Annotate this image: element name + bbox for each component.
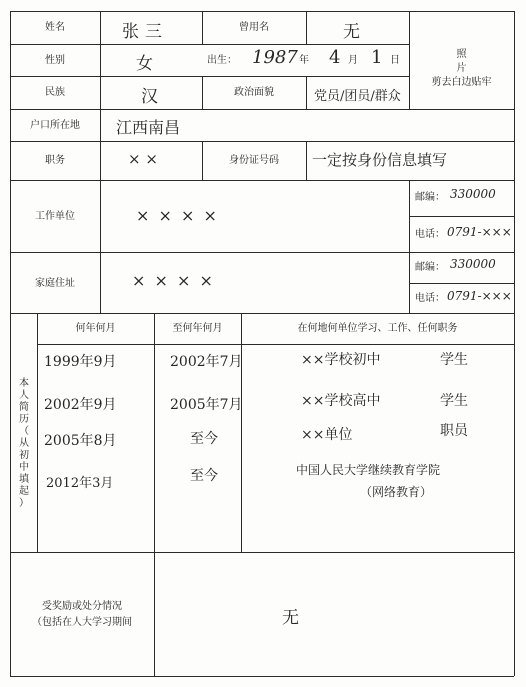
resume-char: 人 xyxy=(19,390,29,401)
work-unit-value: × × × × xyxy=(136,206,219,225)
resume-char: 初 xyxy=(19,450,29,461)
rule xyxy=(10,11,514,12)
resume-to: 至今 xyxy=(190,468,218,484)
resume-role: 职员 xyxy=(440,423,468,439)
work-phone-value: 0791-××× xyxy=(447,225,512,239)
col-from-header: 何年何月 xyxy=(75,323,116,334)
resume-char: 历 xyxy=(19,414,29,425)
resume-char: 填 xyxy=(19,474,29,485)
position-value: × × xyxy=(128,150,158,168)
gender-value: 女 xyxy=(136,54,153,74)
home-address-value: × × × × xyxy=(132,271,215,290)
resume-role: 学生 xyxy=(440,393,468,409)
rule xyxy=(409,216,514,217)
photo-text-1: 照 xyxy=(456,49,467,60)
resume-to: 2005年7月 xyxy=(170,397,243,413)
resume-from: 2012年3月 xyxy=(46,476,114,491)
politics-value: 党员/团员/群众 xyxy=(314,89,401,104)
rule xyxy=(100,11,101,313)
rule xyxy=(306,76,307,109)
resume-from: 2005年8月 xyxy=(44,433,117,449)
photo-text-3: 剪去白边贴牢 xyxy=(431,77,492,88)
resume-char: 本 xyxy=(19,378,29,389)
rule xyxy=(10,109,514,110)
resume-char: （ xyxy=(19,426,29,437)
resume-place: ××学校初中 xyxy=(301,352,381,368)
awards-value: 无 xyxy=(282,608,299,628)
birth-year-value: 1987 xyxy=(252,47,298,68)
resume-to: 2002年7月 xyxy=(170,354,243,370)
rule xyxy=(10,76,410,77)
resume-from: 2002年9月 xyxy=(44,397,117,413)
rule xyxy=(409,283,514,284)
resume-char: ） xyxy=(19,498,29,509)
work-postcode-value: 330000 xyxy=(450,187,496,201)
home-phone-value: 0791-××× xyxy=(447,289,512,303)
rule xyxy=(10,552,514,553)
rule xyxy=(10,676,514,677)
resume-place: 中国人民大学继续教育学院 xyxy=(296,463,441,477)
work-unit-label: 工作单位 xyxy=(35,211,75,222)
work-postcode-label: 邮编： xyxy=(415,192,445,203)
rule xyxy=(154,313,155,676)
rule xyxy=(306,11,307,44)
resume-char: 从 xyxy=(19,438,29,449)
birth-month-value: 4 xyxy=(329,47,341,68)
col-place-header: 在何地何单位学习、工作、任何职务 xyxy=(297,323,458,334)
ethnicity-label: 民族 xyxy=(45,87,65,98)
rule xyxy=(37,344,514,345)
resume-role: （网络教育） xyxy=(360,485,433,499)
home-address-label: 家庭住址 xyxy=(35,278,75,289)
awards-label xyxy=(10,599,154,631)
ethnicity-value: 汉 xyxy=(141,87,158,107)
work-phone-label: 电话： xyxy=(415,229,445,240)
resume-char: 起 xyxy=(19,486,29,497)
gender-label: 性别 xyxy=(45,55,65,66)
rule xyxy=(10,11,11,676)
resume-from: 1999年9月 xyxy=(44,354,117,370)
birth-day-unit: 日 xyxy=(390,55,400,66)
hukou-label: 户口所在地 xyxy=(30,120,80,131)
birth-day-value: 1 xyxy=(371,47,383,68)
rule xyxy=(10,44,410,45)
resume-char: 简 xyxy=(19,402,29,413)
name-label: 姓名 xyxy=(45,22,65,33)
birth-year-unit: 年 xyxy=(299,55,309,66)
awards-title: 受奖励或处分情况 xyxy=(42,601,122,612)
rule xyxy=(10,141,514,142)
rule xyxy=(514,11,515,676)
rule xyxy=(409,180,410,313)
rule xyxy=(10,313,514,314)
resume-place: ××学校高中 xyxy=(301,393,381,409)
rule xyxy=(241,313,242,552)
rule xyxy=(10,180,514,181)
birth-month-unit: 月 xyxy=(348,55,358,66)
id-number-label: 身份证号码 xyxy=(229,155,279,166)
name-value: 张三 xyxy=(122,22,168,42)
home-postcode-label: 邮编： xyxy=(415,262,445,273)
home-phone-label: 电话： xyxy=(415,293,445,304)
photo-box xyxy=(409,48,514,90)
hukou-value: 江西南昌 xyxy=(116,118,181,137)
birth-label: 出生： xyxy=(207,55,237,66)
rule xyxy=(37,313,38,552)
politics-label: 政治面貌 xyxy=(234,87,274,98)
former-name-value: 无 xyxy=(343,22,360,42)
former-name-label: 曾用名 xyxy=(239,22,269,33)
position-label: 职务 xyxy=(45,155,65,166)
resume-label xyxy=(13,378,35,510)
home-postcode-value: 330000 xyxy=(450,257,496,271)
col-to-header: 至何年何月 xyxy=(172,323,223,334)
resume-role: 学生 xyxy=(440,352,468,368)
resume-char: 中 xyxy=(19,462,29,473)
rule xyxy=(10,252,514,253)
resume-place: ××单位 xyxy=(301,427,353,443)
id-number-value: 一定按身份信息填写 xyxy=(312,151,448,169)
photo-text-2: 片 xyxy=(456,63,467,74)
resume-to: 至今 xyxy=(190,431,218,447)
awards-note: （包括在人大学习期间 xyxy=(32,617,132,628)
rule xyxy=(306,141,307,180)
